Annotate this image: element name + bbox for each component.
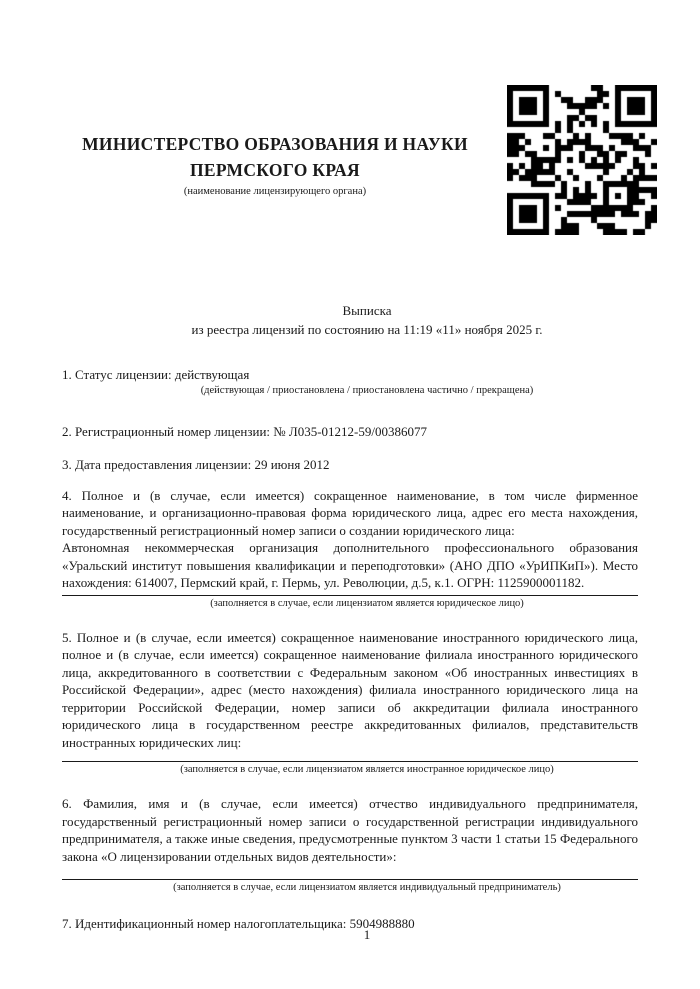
item-5-caption: (заполняется в случае, если лицензиатом является иностранное юридическое лицо) [180, 764, 554, 775]
document-title [62, 301, 638, 339]
item-4-caption: (заполняется в случае, если лицензиатом является юридическое лицо) [210, 597, 524, 609]
ministry-name-line2: ПЕРМСКОГО КРАЯ [190, 160, 360, 180]
document-title-line1: Выписка [342, 303, 392, 318]
item-6-caption: (заполняется в случае, если лицензиатом является индивидуальный предприниматель) [173, 882, 561, 893]
ministry-caption: (наименование лицензирующего органа) [183, 186, 367, 197]
ministry-name-line1: МИНИСТЕРСТВО ОБРАЗОВАНИЯ И НАУКИ [82, 134, 468, 154]
item-4-label: 4. Полное и (в случае, если имеется) сокращенное наименование, в том числе фирменное наименование, и организационно-правовая форма юридического лица, адрес его места нахождения, государственный регистрационный номер записи о создании юридического лица: [62, 487, 638, 538]
item-1-caption: (действующая / приостановлена / приостановлена частично / прекращена) [200, 384, 534, 396]
qr-code [507, 85, 657, 235]
item-7-taxpayer-number: 7. Идентификационный номер налогоплательщика: 5904988880 [62, 916, 415, 931]
item-1-text: 1. Статус лицензии: действующая [62, 367, 250, 382]
item-3-license-date: 3. Дата предоставления лицензии: 29 июня 2012 [62, 457, 330, 472]
document-title-line2: из реестра лицензий по состоянию на 11:19 «11» ноября 2025 г. [191, 322, 543, 337]
item-2-registration-number: 2. Регистрационный номер лицензии: № Л035-01212-59/00386077 [62, 423, 428, 439]
item-4-value: Автономная некоммерческая организация дополнительного профессионального образования «Уральский институт повышения квалификации и переподготовки» (АНО ДПО «УрИПКиП»). Место нахождения: 614007, Пермский край, г. Пермь, ул. Революции, д.5, к.1. ОГРН: 1125900001182. [62, 540, 638, 590]
licensing-authority-header [55, 131, 495, 199]
document-body [62, 366, 638, 933]
item-6-fill-line [62, 879, 638, 880]
item-4-fill-line [62, 595, 638, 596]
item-5-fill-line [62, 761, 638, 762]
item-4-legal-entity [62, 487, 638, 611]
item-1-license-status [62, 366, 638, 398]
item-6-label: 6. Фамилия, имя и (в случае, если имеется) отчество индивидуального предпринимателя, государственный регистрационный номер записи о государственной регистрации индивидуального предпринимателя, а также иные сведения, предусмотренные пунктом 3 части 1 статьи 15 Федерального закона «О лицензировании отдельных видов деятельности»: [62, 796, 638, 864]
item-5-label: 5. Полное и (в случае, если имеется) сокращенное наименование иностранного юридического лица, полное и (в случае, если имеется) сокращенное наименование филиала иностранного юридического лица, аккредитованного в соответствии с Федеральным законом «Об иностранных инвестициях в Российской Федерации», адрес (место нахождения) филиала иностранного юридического лица на территории Российской Федерации, номер записи об аккредитации филиала иностранного юридического лица в государственном реестре аккредитованных филиалов, представительств иностранных юридических лиц: [62, 629, 638, 750]
item-5-foreign-entity [62, 629, 638, 778]
item-6-individual-entrepreneur [62, 795, 638, 895]
page-number: 1 [363, 927, 371, 942]
